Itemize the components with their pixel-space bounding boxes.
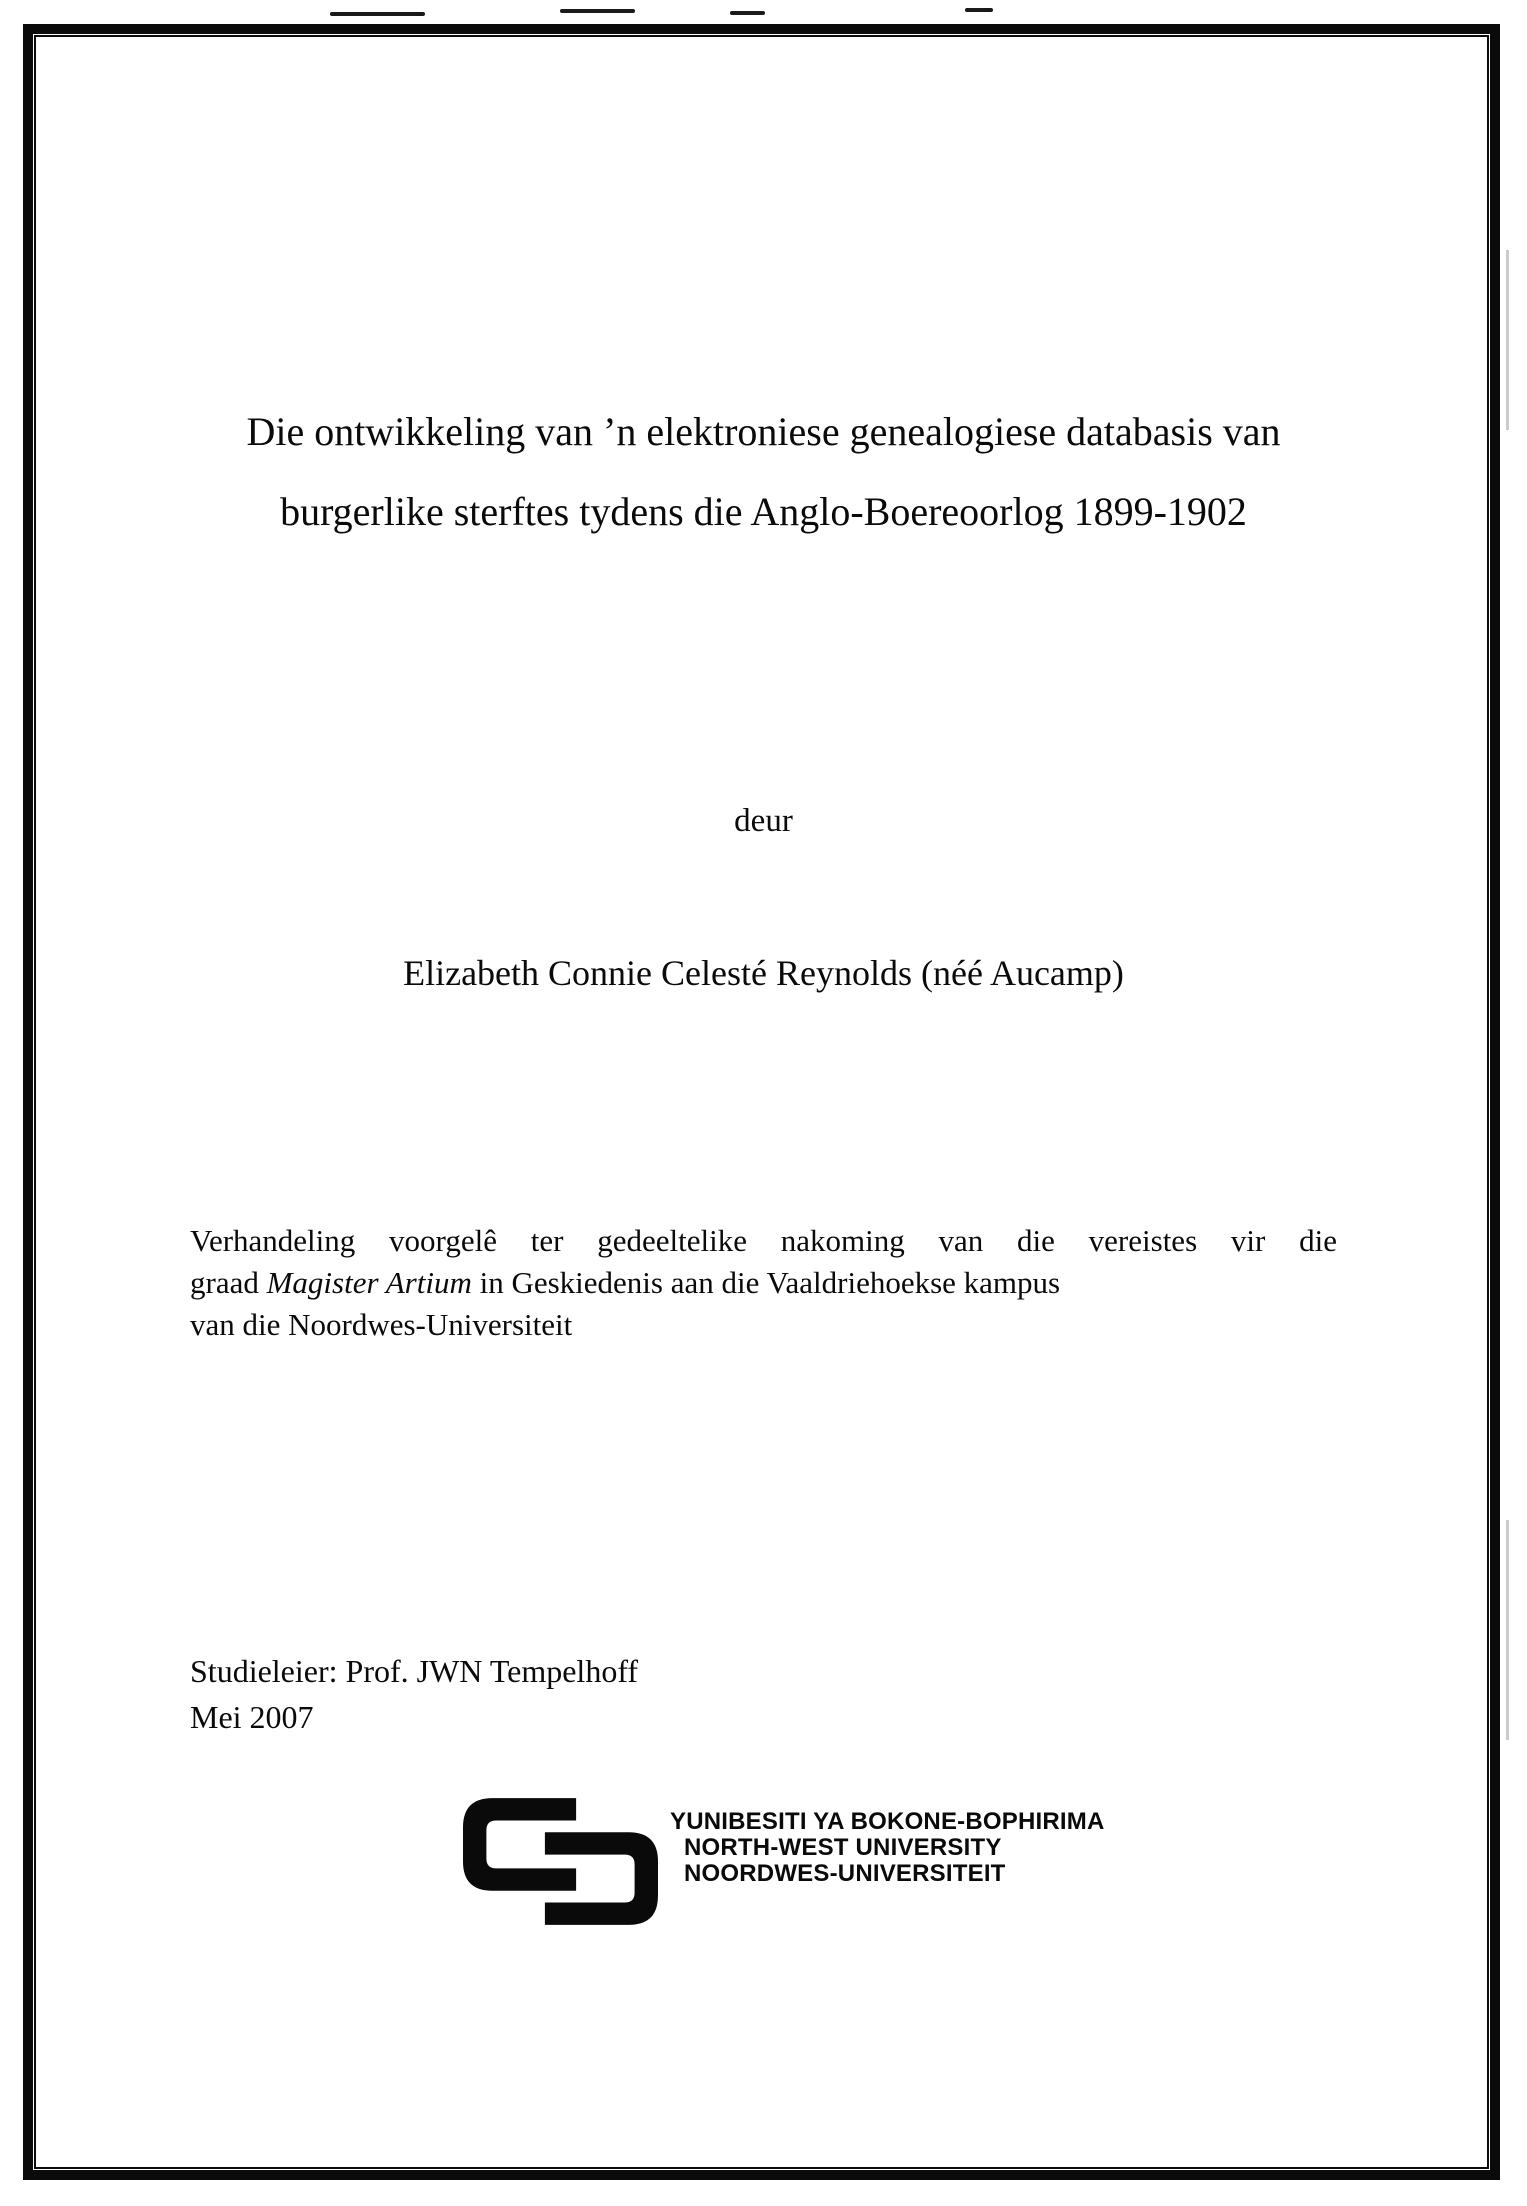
scan-artifact [1506, 1520, 1509, 1740]
scan-artifact [730, 11, 765, 15]
supervisor-block [190, 1648, 638, 1740]
logo-text-line-2: NORTH-WEST UNIVERSITY [684, 1834, 1002, 1861]
scan-artifact [965, 8, 993, 12]
scan-artifact [560, 9, 635, 13]
thesis-title-line-1: Die ontwikkeling van ’n elektroniese genealogiese databasis van [246, 409, 1281, 454]
declaration-line-1: Verhandeling voorgelê ter gedeeltelike nakoming van die vereistes vir die [190, 1223, 1337, 1258]
interlocking-chain-links-icon [463, 1798, 658, 1930]
date-line: Mei 2007 [190, 1699, 314, 1735]
degree-name-italic: Magister Artium [266, 1265, 472, 1300]
declaration-line-2-prefix: graad [190, 1265, 267, 1300]
degree-declaration [190, 1220, 1337, 1346]
declaration-line-3: van die Noordwes-Universiteit [190, 1307, 573, 1342]
byline-word: deur [734, 803, 793, 839]
scan-artifact [1506, 250, 1509, 430]
scan-artifact [330, 12, 425, 16]
supervisor-line: Studieleier: Prof. JWN Tempelhoff [190, 1653, 639, 1689]
thesis-title [185, 392, 1342, 552]
university-logo-text [670, 1798, 1105, 1887]
logo-text-line-1: YUNIBESITI YA BOKONE-BOPHIRIMA [670, 1808, 1105, 1835]
declaration-line-2-suffix: in Geskiedenis aan die Vaaldriehoekse kampus [471, 1265, 1061, 1300]
logo-text-line-3: NOORDWES-UNIVERSITEIT [684, 1860, 1006, 1887]
author-name: Elizabeth Connie Celesté Reynolds (néé Aucamp) [403, 953, 1124, 993]
thesis-title-line-2: burgerlike sterftes tydens die Anglo-Boereoorlog 1899-1902 [280, 489, 1247, 534]
declaration-line-2 [190, 1262, 1337, 1304]
university-logo [463, 1798, 1105, 1930]
